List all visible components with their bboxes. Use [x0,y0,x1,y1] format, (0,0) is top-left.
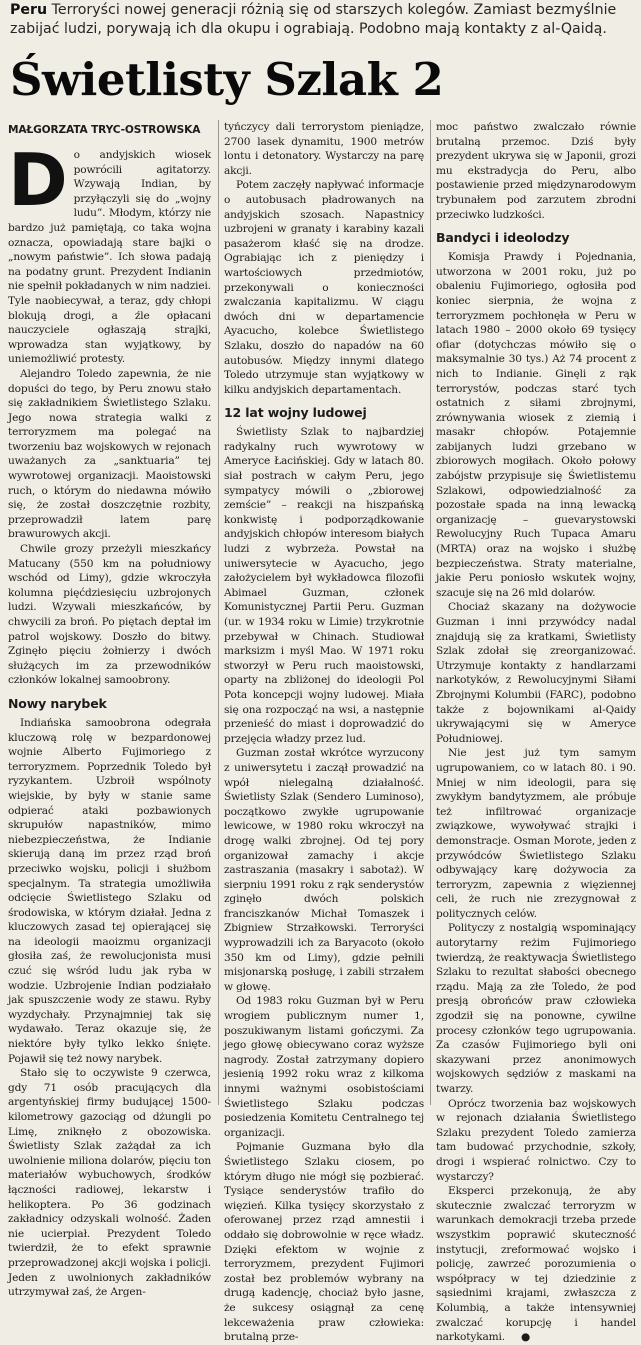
section-subhead: Bandyci i ideolodzy [436,230,570,246]
paragraph: Chwile grozy przeżyli mieszkańcy Matucany (550 km na południowy wschód od Limy), gdzie wkroczyła kolumna pięćdziesięciu uzbrojonych ludzi. Wzywali mieszkańców, by chwycili za broń. Po piętach deptał im patrol wojskowy. Doszło do bitwy. Zginęło pięciu żołnierzy i dwóch służących im za przewodników członków lokalnej samoobrony. [8,543,211,687]
paragraph-text: Eksperci przekonują, że aby skutecznie zwalczać terroryzm w warunkach demokracji trzeba przede wszystkim poprawić skuteczność instytucji, zreformować wojsko i policję, zawrzeć porozumienia o współpracy w tej dziedzinie z sąsiednimi krajami, zwłaszcza z Kolumbią, a także intensywniej zwalczać korupcję i handel narkotykami. [436,1185,636,1344]
paragraph-text: o andyjskich wiosek powrócili agitatorzy. Wzywają Indian, by przyłączyli się do „wojny ludu”. Młodym, którzy nie bardzo już pamiętają, co taka wojna oznacza, opowiadają stare bajki o „nowym państwie”. Ich słowa padają na podatny grunt. Prezydent Indianin nie spełnił pokładanych w nim nadziei. Tyle naobiecywał, a teraz, gdy chłopi blokują drogi, a źle opłacani nauczyciele ogłaszają strajki, wprowadza stan wyjątkowy, by uniemożliwić protesty. [8,149,211,366]
section-subhead: 12 lat wojny ludowej [224,405,367,421]
column-3 [436,120,636,1344]
drop-cap: D [8,138,68,222]
paragraph: Indiańska samoobrona odegrała kluczową rolę w bezpardonowej wojnie Alberto Fujimoriego z terroryzmem. Poprzednik Toledo był ryzykantem. Uzbroił wspólnoty wiejskie, by były w stanie same odpierać ataki pozbawionych skrupułów napastników, mimo niebezpieczeństwa, że Indianie skierują daną im przez rząd broń przeciwko wojsku, policji i służbom specjalnym. Ta strategia umożliwiła odcięcie Świetlistego Szlaku od środowiska, w którym działał. Jedna z kluczowych zasad tej opierającej się na ideologii maoizmu organizacji głosiła zaś, że rewolucjonista musi czuć się wśród ludu jak ryba w wodzie. Uzbrojenie Indian podziałało jak spuszczenie wody ze stawu. Ryby wyzdychały. Przynajmniej tak się wydawało. Teraz okazuje się, że niektóre były tylko lekko śnięte. Pojawił się też nowy narybek. [8,716,211,1065]
section-subhead: Nowy narybek [8,695,107,711]
paragraph: Od 1983 roku Guzman był w Peru wrogiem publicznym numer 1, poszukiwanym listami gończymi. Za jego głowę obiecywano coraz wyższe nagrody. Został zatrzymany dopiero jesienią 1992 roku wraz z kilkoma innymi ważnymi osobistościami Świetlistego Szlaku podczas posiedzenia Komitetu Centralnego tej organizacji. [224,995,424,1139]
paragraph: moc państwo zwalczało równie brutalną przemoc. Dziś były prezydent ukrywa się w Japonii, grozi mu ekstradycja do Peru, albo postawienie przed międzynarodowym trybunałem pod zarzutem zbrodni przeciwko ludzkości. [436,121,636,221]
paragraph: Nie jest już tym samym ugrupowaniem, co w latach 80. i 90. Mniej w nim ideologii, para się zwykłym bandytyzmem, ale próbuje też infiltrować organizacje związkowe, wywoływać strajki i demonstracje. Osman Morote, jeden z przywódców Świetlistego Szlaku odbywający karę dożywocia za terroryzm, zapewnia z więziennej celi, że ruch nie zrezygnował z politycznych celów. [436,747,636,920]
article-headline: Świetlisty Szlak 2 [10,53,444,106]
paragraph: Chociaż skazany na dożywocie Guzman i inni przywódcy nadal znajdują się za kratkami, Świetlisty Szlak zdołał się zreorganizować. Utrzymuje kontakty z handlarzami narkotyków, z Rewolucyjnymi Siłami Zbrojnymi Kolumbii (FARC), podobno także z bojownikami al-Qaidy ukrywającymi się w Ameryce Południowej. [436,601,636,745]
lead-text: Terroryści nowej generacji różnią się od starszych kolegów. Zamiast bezmyślnie zabijać ludzi, porywają ich dla okupu i ograbiają. Podobno mają kontakty z al-Qaidą. [10,2,617,37]
paragraph [436,1184,636,1345]
paragraph: Komisja Prawdy i Pojednania, utworzona w 2001 roku, już po obaleniu Fujimoriego, ogłosiła pod koniec sierpnia, że wojna z terroryzmem pochłonęła w Peru w latach 1980 – 2000 około 69 tysięcy ofiar (dotychczas mówiło się o maksymalnie 30 tys.) Aż 74 procent z nich to Indianie. Ginęli z rąk terrorystów, podczas starć tych ostatnich z siłami zbrojnymi, zrównywania wiosek z ziemią i masakr chłopów. Potajemnie zabijanych ludzi grzebano w zbiorowych mogiłach. Około połowy zabójstw przypisuje się Świetlistemu Szlakowi, odpowiedzialność za pozostałe spada na inną lewacką organizację – guevarystowski Rewolucyjny Ruch Tupaca Amaru (MRTA) oraz na wojsko i służbę bezpieczeństwa. Straty materialne, jakie Peru poniosło wskutek wojny, szacuje się na 26 mld dolarów. [436,251,636,599]
paragraph: Guzman został wkrótce wyrzucony z uniwersytetu i zaczął prowadzić na wpół nielegalną działalność. Świetlisty Szlak (Sendero Luminoso), początkowo zwykłe ugrupowanie lewicowe, w 1980 roku wkroczył na drogę walki zbrojnej. Od tej pory organizował zamachy i akcje zastraszania (masakry i sabotaż). W sierpniu 1991 roku z rąk senderystów zginęło dwóch polskich franciszkanów Michał Tomaszek i Zbigniew Strzałkowski. Terroryści wyprowadzili ich za Baryacoto (około 350 km od Limy), gdzie pełnili misjonarską posługę, i zabili strzałem w głowę. [224,747,424,993]
paragraph [8,138,211,367]
paragraph: Świetlisty Szlak to najbardziej radykalny ruch wywrotowy w Ameryce Łacińskiej. Gdy w latach 80. siał postrach w całym Peru, jego sympatycy mówili o „zbiorowej zemście” – reakcji na hiszpańską konkwistę i podporządkowanie andyjskich chłopów interesom białych ludzi z wybrzeża. Powstał na uniwersytecie w Ayacucho, jego założycielem był wykładowca filozofii Abimael Guzman, członek Komunistycznej Partii Peru. Guzman (ur. w 1934 roku w Limie) trzykrotnie przebywał w Chinach. Studiował marksizm i myśl Mao. W 1971 roku stworzył w Peru ruch maoistowski, oparty na zbliżonej do ideologii Pol Pota koncepcji wojny ludowej. Miała się ona rozpocząć na wsi, a następnie przenieść do miast i doprowadzić do przejęcia władzy przez lud. [224,426,424,745]
paragraph: tyńczycy dali terrorystom pieniądze, 2700 lasek dynamitu, 1900 metrów lontu i detonatory. Wystarczy na parę akcji. [224,121,424,177]
paragraph: Polityczy z nostalgią wspominający autorytarny reżim Fujimoriego twierdzą, że reaktywacja Świetlistego Szlaku to rezultat słabości obecnego rządu. Mają za złe Toledo, że pod presją obrońców praw człowieka zgodził się na ponowne, cywilne procesy członków tego ugrupowania. Za czasów Fujimoriego byli oni skazywani przez anonimowych wojskowych sędziów z maskami na twarzy. [436,922,636,1095]
paragraph: Stało się to oczywiste 9 czerwca, gdy 71 osób pracujących dla argentyńskiej firmy budującej 1500-kilometrowy gazociąg od dżungli po Limę, zniknęło z obozowiska. Świetlisty Szlak zażądał za ich uwolnienie miliona dolarów, pięciu ton materiałów wybuchowych, środków łączności radiowej, lekarstw i helikoptera. Po 36 godzinach zakładnicy odzyskali wolność. Żaden nie ucierpiał. Prezydent Toledo twierdził, że to efekt sprawnie przeprowadzonej akcji wojska i policji. Jeden z uwolnionych zakładników utrzymywał zaś, że Argen- [8,1067,211,1299]
lead-kicker: Peru [10,2,48,18]
column-2 [224,120,424,1344]
article-body [8,120,636,1344]
paragraph: Oprócz tworzenia baz wojskowych w rejonach działania Świetlistego Szlaku prezydent Toledo zamierza tam budować przychodnie, szkoły, drogi i wspierać rolnictwo. Czy to wystarczy? [436,1097,636,1183]
column-1 [8,120,211,1299]
end-mark-icon: ● [520,1331,531,1344]
paragraph: Potem zaczęły napływać informacje o autobusach pładrowanych na andyjskich szosach. Napastnicy uzbrojeni w granaty i karabiny kazali pasażerom kłaść się na drodze. Ograbiając ich z pieniędzy i wartościowych przedmiotów, przekonywali o konieczności zwalczania kapitalizmu. W ciągu dwóch dni w departamencie Ayacucho, kolebce Świetlistego Szlaku, doszło do napadów na 60 autobusów. Między innymi dlatego Toledo utrzymuje stan wyjątkowy w kilku andyjskich departamentach. [224,179,424,396]
paragraph: Pojmanie Guzmana było dla Świetlistego Szlaku ciosem, po którym długo nie mógł się pozbierać. Tysiące senderystów trafiło do więzień. Kilka tysięcy skorzystało z oferowanej przez rząd amnestii i oddało się dobrowolnie w ręce władz. Dzięki efektom w wojnie z terroryzmem, prezydent Fujimori został bez problemów wybrany na drugą kadencję, chociaż było jasne, że sukcesy osiągnął za cenę lekceważenia praw człowieka: brutalną prze- [224,1141,424,1344]
author-byline: MAŁGORZATA TRYC-OSTROWSKA [8,124,201,136]
paragraph: Alejandro Toledo zapewnia, że nie dopuści do tego, by Peru znowu stało się zakładnikiem Świetlistego Szlaku. Jego nowa strategia walki z terroryzmem ma polegać na tworzeniu baz wojskowych w rejonach uważanych za „sanktuaria” tej wywrotowej organizacji. Maoistowski ruch, o którym do niedawna mówiło się, że został doszczętnie rozbity, przeprowadził latem parę brawurowych akcji. [8,367,211,541]
lead-paragraph [10,1,635,39]
